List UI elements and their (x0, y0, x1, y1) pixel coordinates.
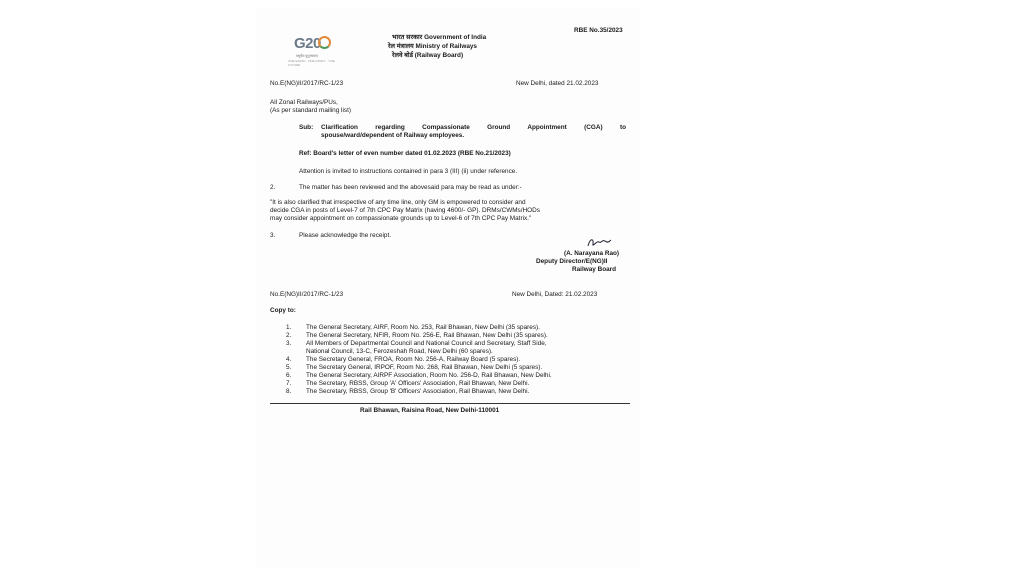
copy-to-item: The Secretary, RBSS, Group 'B' Officers' Association, Rail Bhawan, New Delhi. (306, 388, 530, 395)
addressee-line-2: (As per standard mailing list) (270, 107, 351, 114)
copy-to-number: 7. (286, 380, 292, 387)
copy-to-item: The Secretary General, FROA, Room No. 256-A, Railway Board (5 spares). (306, 356, 521, 363)
g20-logo-text: G20 (294, 35, 321, 52)
paragraph-3: Please acknowledge the receipt. (299, 232, 392, 239)
reference-line: Ref: Board's letter of even number dated 01.02.2023 (RBE No.21/2023) (299, 150, 511, 157)
copy-to-number: 6. (286, 372, 292, 379)
copy-to-number: 3. (286, 340, 292, 347)
paragraph-2-number: 2. (270, 184, 276, 191)
subject-line-2: spouse/ward/dependent of Railway employees. (321, 132, 465, 139)
copy-to-number: 4. (286, 356, 292, 363)
footer-address: Rail Bhawan, Raisina Road, New Delhi-110001 (360, 407, 500, 414)
quoted-para-line-1: "It is also clarified that irrespective of any time line, only GM is empowered to consider and (270, 199, 526, 206)
addressee-line-1: All Zonal Railways/PUs, (270, 99, 338, 106)
copy-to-item-continued: National Council, 13-C, Ferozeshah Road, New Delhi (60 spares). (306, 348, 493, 355)
ministry-heading: रेल मंत्रालय Ministry of Railways (388, 43, 477, 50)
g20-logo-motto: ONE EARTH · ONE FAMILY · ONE FUTURE (288, 59, 336, 67)
copy-to-item: The General Secretary, AIRPF Association, Room No. 256-D, Rail Bhawan, New Delhi. (306, 372, 552, 379)
signatory-office: Railway Board (572, 266, 617, 273)
copy-to-item: The General Secretary, AIRF, Room No. 253, Rail Bhawan, New Delhi (35 spares). (306, 324, 540, 331)
copy-to-item: The General Secretary, NFIR, Room No. 256-E, Rail Bhawan, New Delhi (35 spares). (306, 332, 548, 339)
letter-number-copy: No.E(NG)II/2017/RC-1/23 (270, 291, 344, 298)
quoted-para-line-2: decide CGA in posts of Level-7 of 7th CPC Pay Matrix (having 4600/- GP). DRMs/CWMs/HODs (270, 207, 540, 214)
govt-heading: भारत सरकार Government of India (392, 34, 487, 41)
letter-number: No.E(NG)II/2017/RC-1/23 (270, 80, 344, 87)
paragraph-3-number: 3. (270, 232, 276, 239)
subject-label: Sub: (299, 124, 314, 131)
signature-icon (586, 236, 612, 250)
copy-to-item: All Members of Departmental Council and National Council and Secretary, Staff Side, (306, 340, 547, 347)
quoted-para-line-3: may consider appointment on compassionate grounds up to Level-6 of 7th CPC Pay Matrix." (270, 215, 532, 222)
document-page (258, 10, 638, 566)
copy-to-item: The Secretary General, IRPOF, Room No. 268, Rail Bhawan, New Delhi (5 spares). (306, 364, 543, 371)
paragraph-1: Attention is invited to instructions contained in para 3 (III) (ii) under reference. (299, 168, 518, 175)
g20-logo (286, 32, 338, 66)
letter-date-copy: New Delhi, Dated: 21.02.2023 (512, 291, 598, 298)
footer-divider (270, 403, 630, 404)
signatory-designation: Deputy Director/E(NG)II (536, 258, 608, 265)
copy-to-number: 5. (286, 364, 292, 371)
letter-date: New Delhi, dated 21.02.2023 (516, 80, 599, 87)
copy-to-number: 8. (286, 388, 292, 395)
copy-to-label: Copy to: (270, 307, 296, 314)
rbe-number: RBE No.35/2023 (574, 27, 623, 34)
board-heading: रेलवे बोर्ड (Railway Board) (392, 52, 464, 59)
subject-line-1: Clarification regarding Compassionate Ground Appointment (CGA) to (321, 124, 626, 131)
globe-icon (318, 36, 331, 49)
copy-to-number: 1. (286, 324, 292, 331)
g20-logo-tagline: वसुधैव कुटुम्बकम् (296, 54, 318, 58)
signatory-name: (A. Narayana Rao) (564, 250, 620, 257)
copy-to-number: 2. (286, 332, 292, 339)
paragraph-2: The matter has been reviewed and the abovesaid para may be read as under:- (299, 184, 522, 191)
copy-to-item: The Secretary, RBSS, Group 'A' Officers' Association, Rail Bhawan, New Delhi. (306, 380, 530, 387)
